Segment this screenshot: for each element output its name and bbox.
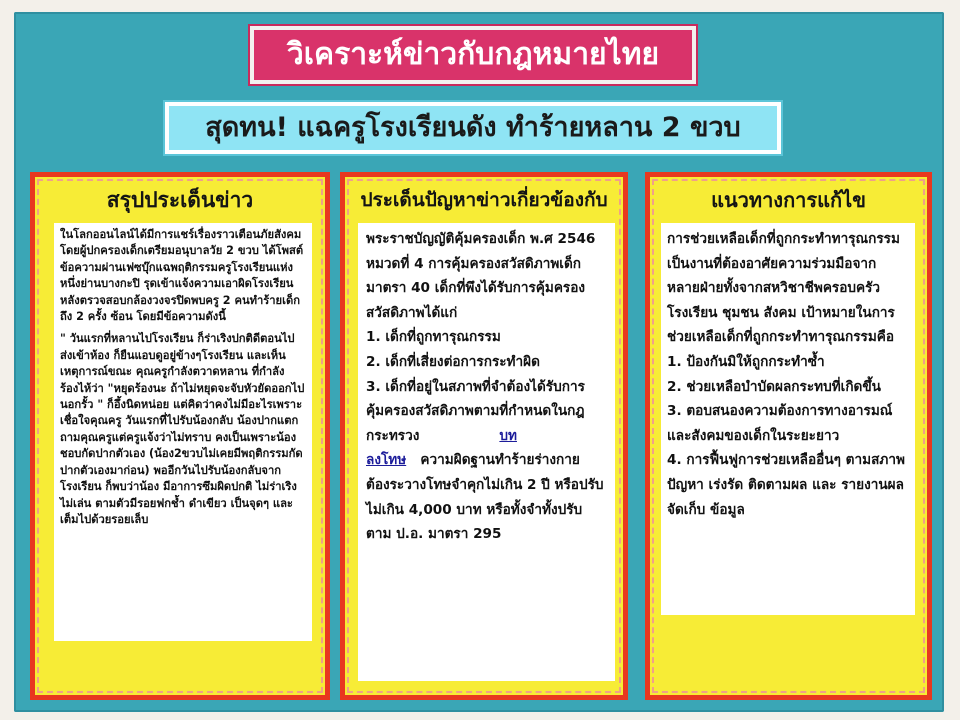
solutions-body	[661, 223, 915, 615]
solutions-intro: การช่วยเหลือเด็กที่ถูกกระทำทารุณกรรมเป็นงานที่ต้องอาศัยความร่วมมือจากหลายฝ่ายทั้งจากสหวิชาชีพครอบครัว โรงเรียน ชุมชน สังคม เป้าหมายในการช่วยเหลือเด็กที่ถูกกระทำทารุณกรรมคือ	[667, 231, 900, 346]
law-line: พระราชบัญญัติคุ้มครองเด็ก พ.ศ 2546	[366, 231, 596, 247]
solution-item: 3. ตอบสนองความต้องการทางอารมณ์และสังคมของเด็กในระยะยาว	[667, 403, 893, 444]
news-summary-heading: สรุปประเด็นข่าว	[106, 188, 254, 212]
penalty-link[interactable]: บท	[499, 427, 517, 444]
law-line: มาตรา 40 เด็กที่พึงได้รับการคุ้มครองสวัสดิภาพได้แก่	[366, 280, 586, 321]
penalty-text: ความผิดฐานทำร้ายร่างกาย ต้องระวางโทษจำคุกไม่เกิน 2 ปี หรือปรับไม่เกิน 4,000 บาท หรือทั้งจำทั้งปรับ ตาม ป.อ. มาตรา 295	[366, 452, 604, 543]
main-title: วิเคราะห์ข่าวกับกฎหมายไทย	[250, 26, 696, 84]
solution-item: 1. ป้องกันมิให้ถูกกระทำซ้ำ	[667, 353, 825, 370]
news-headline: สุดทน! แฉครูโรงเรียนดัง ทำร้ายหลาน 2 ขวบ	[165, 102, 781, 154]
penalty-line	[366, 448, 607, 546]
law-line: 1. เด็กที่ถูกทารุณกรรม	[366, 329, 501, 346]
solution-item: 2. ช่วยเหลือบำบัดผลกระทบที่เกิดขึ้น	[667, 378, 881, 395]
legal-issues-panel	[340, 172, 628, 700]
legal-issues-body	[358, 223, 615, 681]
law-line-text: 3. เด็กที่อยู่ในสภาพที่จำต้องได้รับการคุ้มครองสวัสดิภาพตามที่กำหนดในกฎกระทรวง	[366, 378, 585, 444]
solution-item: 4. การฟื้นฟูการช่วยเหลืออื่นๆ ตามสภาพปัญหา เร่งรัด ติดตามผล และ รายงานผล จัดเก็บ ข้อมูล	[667, 452, 905, 518]
legal-issues-heading: ประเด็นปัญหาข่าวเกี่ยวข้องกับ	[360, 189, 608, 211]
news-summary-body	[54, 223, 312, 641]
law-line: หมวดที่ 4 การคุ้มครองสวัสดิภาพเด็ก	[366, 255, 581, 272]
summary-quote-paragraph: " วันแรกที่หลานไปโรงเรียน ก็ร่าเริงปกติดีตอนไปส่งเข้าห้อง ก็ยืนแอบดูอยู่ข้างๆโรงเรียน และเห็นเหตุการณ์ขณะ คุณครูกำลังตวาดหลาน ที่กำลังร้องไห้ว่า "หยุดร้องนะ ถ้าไม่หยุดจะจับหัวยัดออกไปนอกรั้ว " ก็อึ้งนิดหน่อย แต่คิดว่าคงไม่มีอะไรเพราะเชื่อใจคุณครู วันแรกที่ไปรับน้องกลับ น้องปากแตก ถามคุณครูแต่ครูแจ้งว่าไม่ทราบ คงเป็นเพราะน้องชอบกัดปากตัวเอง (น้อง2ขวบไม่เคยมีพฤติกรรมกัดปากตัวเองมาก่อน) พออีกวันไปรับน้องกลับจากโรงเรียน ก็พบว่าน้อง มีอาการซึมผิดปกติ ไม่ร่าเริง ไม่เล่น ตามตัวมีรอยฟกช้ำ ดำเขียว เป็นจุดๆ และเต็มไปด้วยรอยเล็บ	[60, 332, 305, 526]
solutions-panel	[645, 172, 932, 700]
summary-paragraph: ในโลกออนไลน์ได้มีการแชร์เรื่องราวเตือนภัยสังคม โดยผู้ปกครองเด็กเตรียมอนุบาลวัย 2 ขวบ ได้โพสต์ข้อความผ่านเฟซบุ๊กแฉพฤติกรรมครูโรงเรียนแห่งหนึ่งย่านบางกะปิ รุดเข้าแจ้งความเอาผิดโรงเรียน หลังตรวจสอบกล้องวงจรปิดพบครู 2 คนทำร้ายเด็กถึง 2 ครั้ง ซ้อน โดยมีข้อความดังนี้	[60, 228, 304, 324]
law-line: 2. เด็กที่เสี่ยงต่อการกระทำผิด	[366, 353, 540, 370]
news-summary-panel	[30, 172, 330, 700]
solutions-heading: แนวทางการแก้ไข	[711, 188, 866, 212]
penalty-link-continued[interactable]: ลงโทษ	[366, 452, 407, 469]
law-line	[366, 375, 607, 449]
